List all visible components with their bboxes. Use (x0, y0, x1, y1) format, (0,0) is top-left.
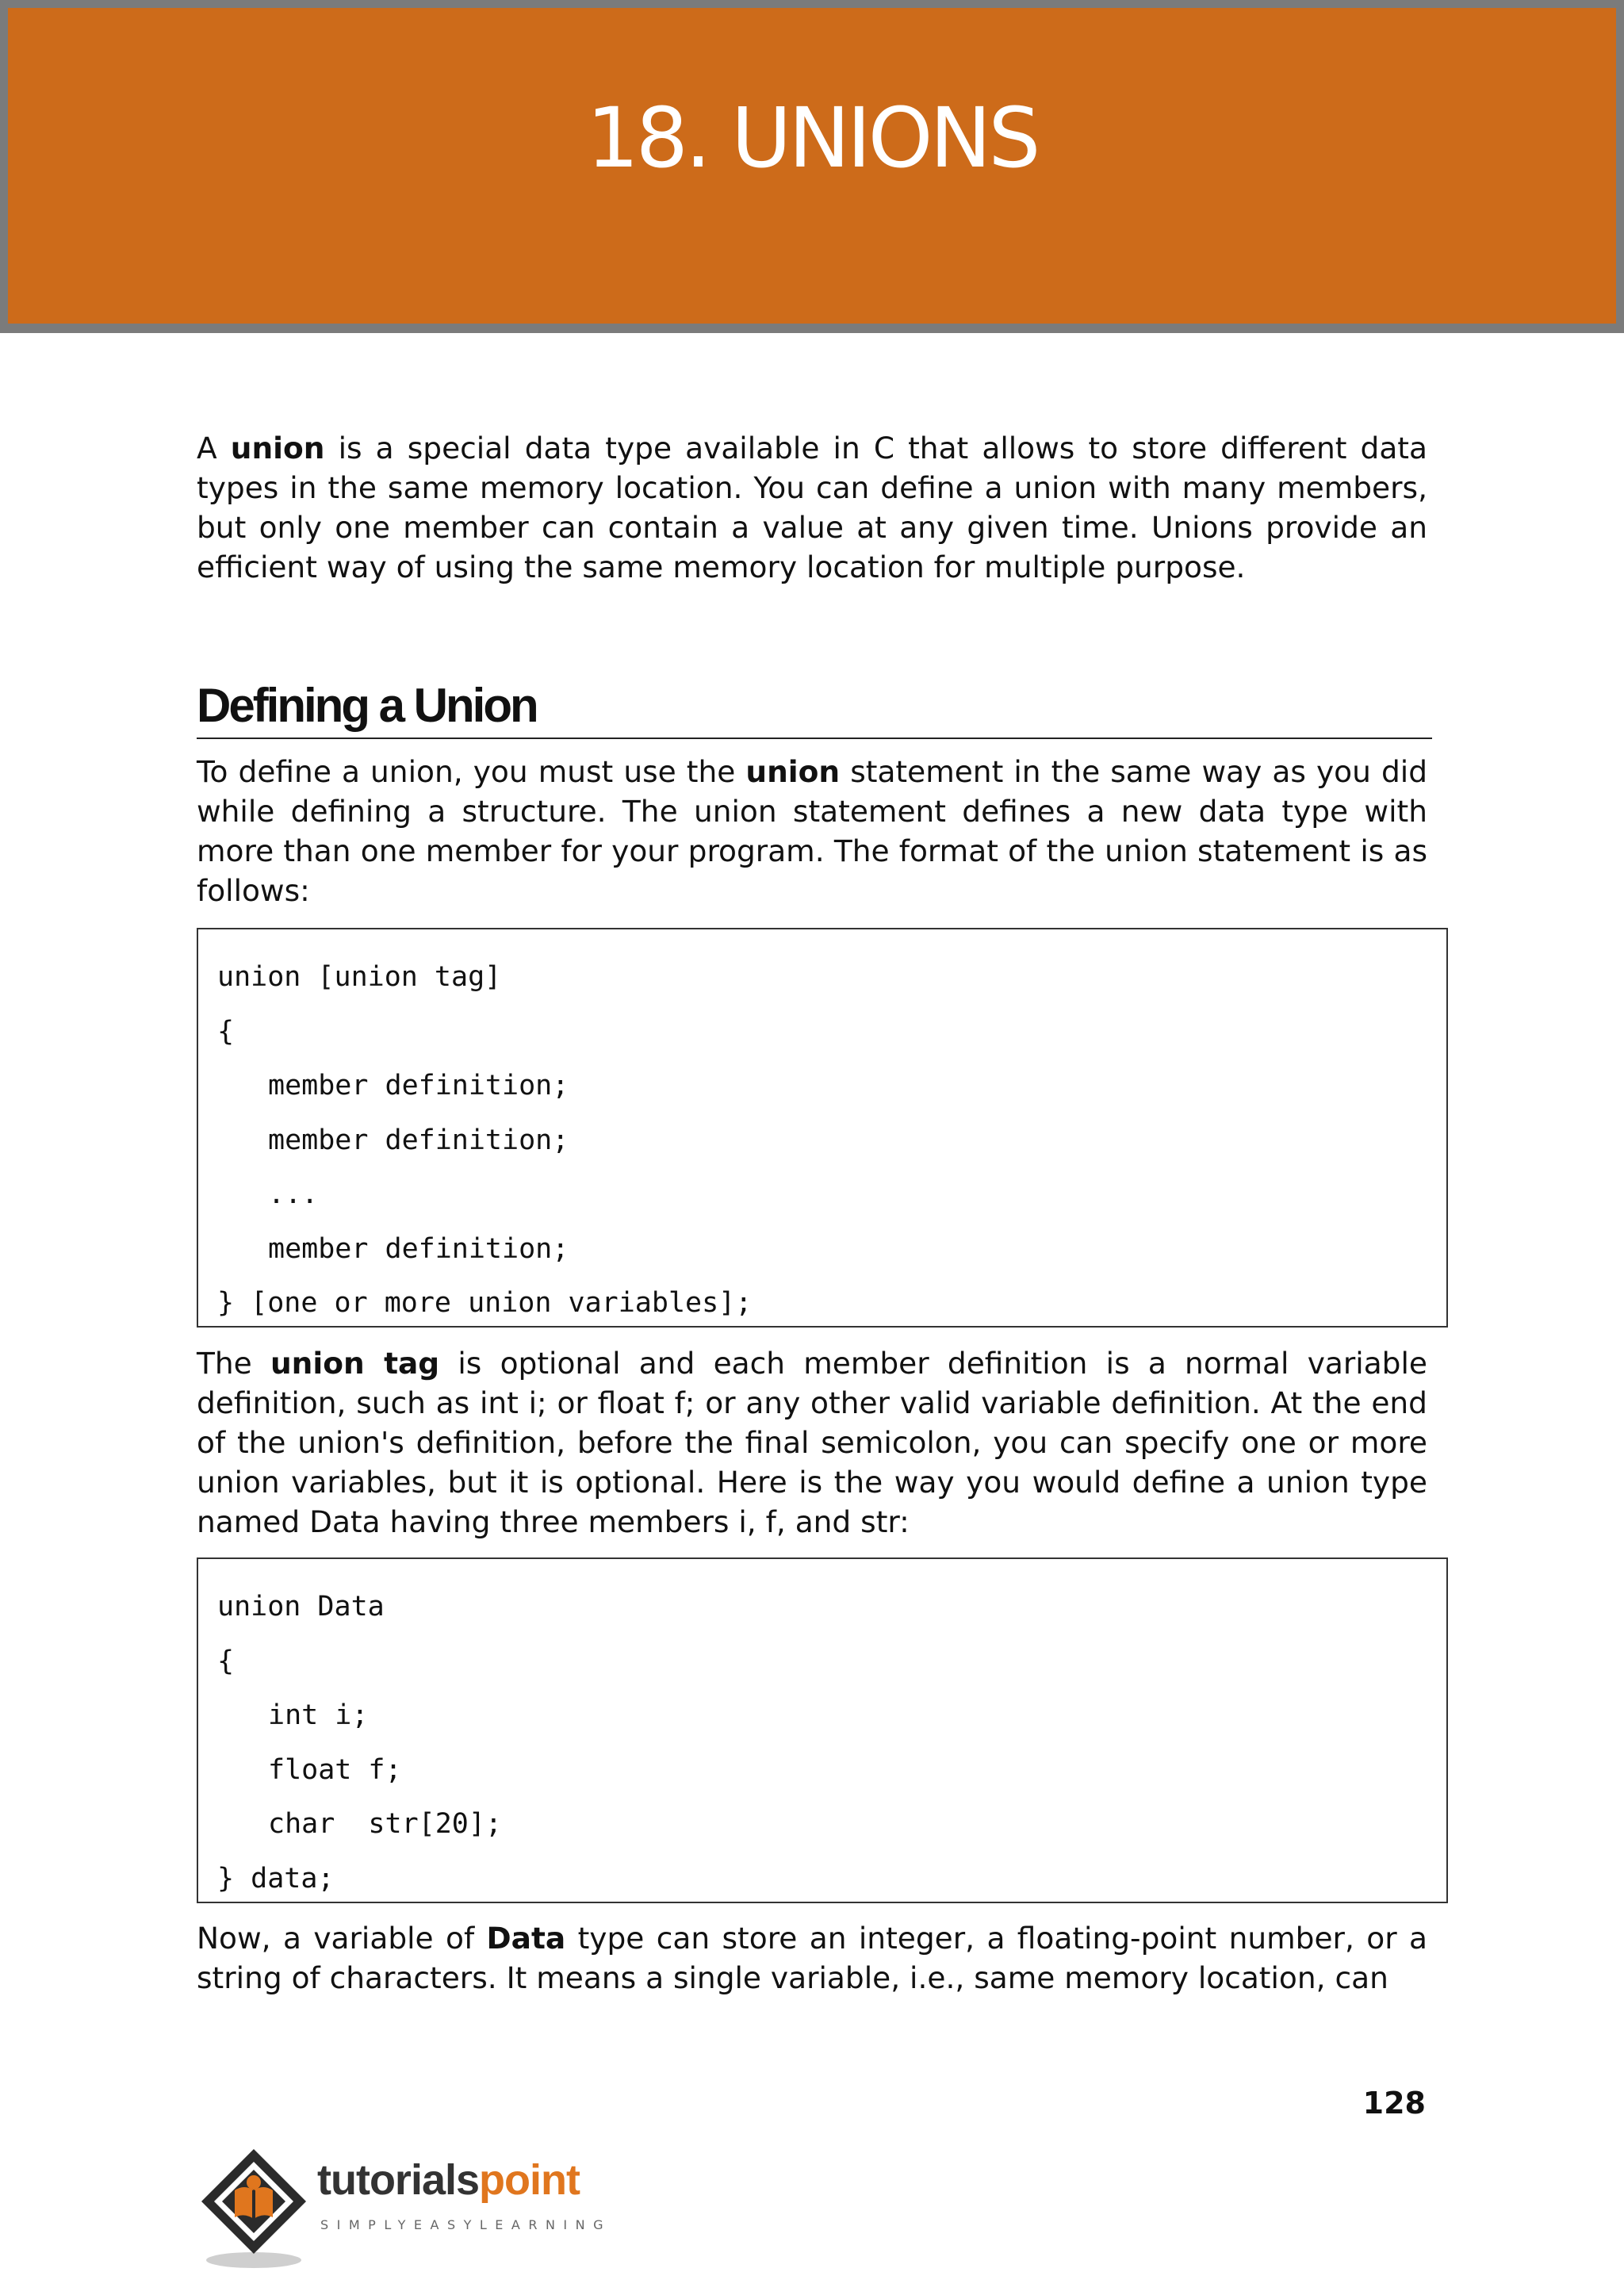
tag-paragraph-block (197, 1343, 1427, 1542)
code-line: union Data (217, 1591, 385, 1623)
code-line: { (217, 1015, 235, 1048)
text-run: Now, a variable of (197, 1921, 487, 1956)
code-line: union [union tag] (217, 961, 502, 993)
logo-tagline: SIMPLYEASYLEARNING (320, 2217, 612, 2232)
intro-paragraph (197, 428, 1427, 587)
text-run: To define a union, you must use the (197, 754, 746, 789)
logo-wordmark-part: point (479, 2156, 580, 2204)
text-run: is optional and each member definition is a normal variable definition, such as int i; or float f; or any other valid variable definition. At the end of the union's definition, before the final semicolon, you can specify one or more union variables, but it is optional. Here is the way you would define a union type named Data having three members i, f, and str: (197, 1346, 1427, 1539)
logo-wordmark (317, 2156, 580, 2204)
keyword-union: union (745, 754, 841, 789)
code-line: char str[20]; (268, 1808, 503, 1840)
section-heading: Defining a Union (197, 676, 1432, 739)
logo-diamond-icon (197, 2141, 316, 2276)
define-paragraph-block (197, 752, 1427, 910)
tag-paragraph (197, 1343, 1427, 1542)
code-line: } [one or more union variables]; (217, 1287, 753, 1319)
text-run: is a special data type available in C that allows to store different data types in the same memory location. You can define a union with many members, but only one member can contain a value at any given time. Unions provide an efficient way of using the same memory location for multiple purpose. (197, 431, 1427, 584)
page-number: 128 (1362, 2086, 1426, 2121)
keyword-data: Data (486, 1921, 566, 1956)
keyword-union-tag: union tag (270, 1346, 440, 1381)
code-block-data-union (197, 1557, 1448, 1903)
data-paragraph (197, 1918, 1427, 1998)
code-line: int i; (268, 1699, 369, 1731)
code-line: ... (268, 1178, 319, 1210)
code-block-syntax (197, 928, 1448, 1328)
code-line: float f; (268, 1753, 402, 1786)
chapter-title: 18. UNIONS (586, 90, 1038, 186)
code-line: } data; (217, 1862, 335, 1895)
chapter-banner (0, 0, 1624, 333)
text-run: type can store an integer, a floating-point number, or a string of characters. It means a single variable, i.e., same memory location, can (197, 1921, 1427, 1995)
chapter-banner-fill (8, 8, 1616, 324)
text-run: A (197, 431, 231, 466)
text-run: The (197, 1346, 270, 1381)
keyword-union: union (230, 431, 325, 466)
code-line: member definition; (268, 1124, 569, 1156)
data-paragraph-block (197, 1918, 1427, 1998)
text-run: statement in the same way as you did while defining a structure. The union statement defines a new data type with more than one member for your program. The format of the union statement is as follows: (197, 754, 1427, 908)
code-line: member definition; (268, 1070, 569, 1102)
code-line: member definition; (268, 1232, 569, 1265)
logo-wordmark-part: tutorials (317, 2156, 480, 2204)
code-line: { (217, 1645, 235, 1677)
define-paragraph (197, 752, 1427, 910)
intro-paragraph-block (197, 428, 1427, 587)
tutorialspoint-logo (197, 2141, 641, 2276)
